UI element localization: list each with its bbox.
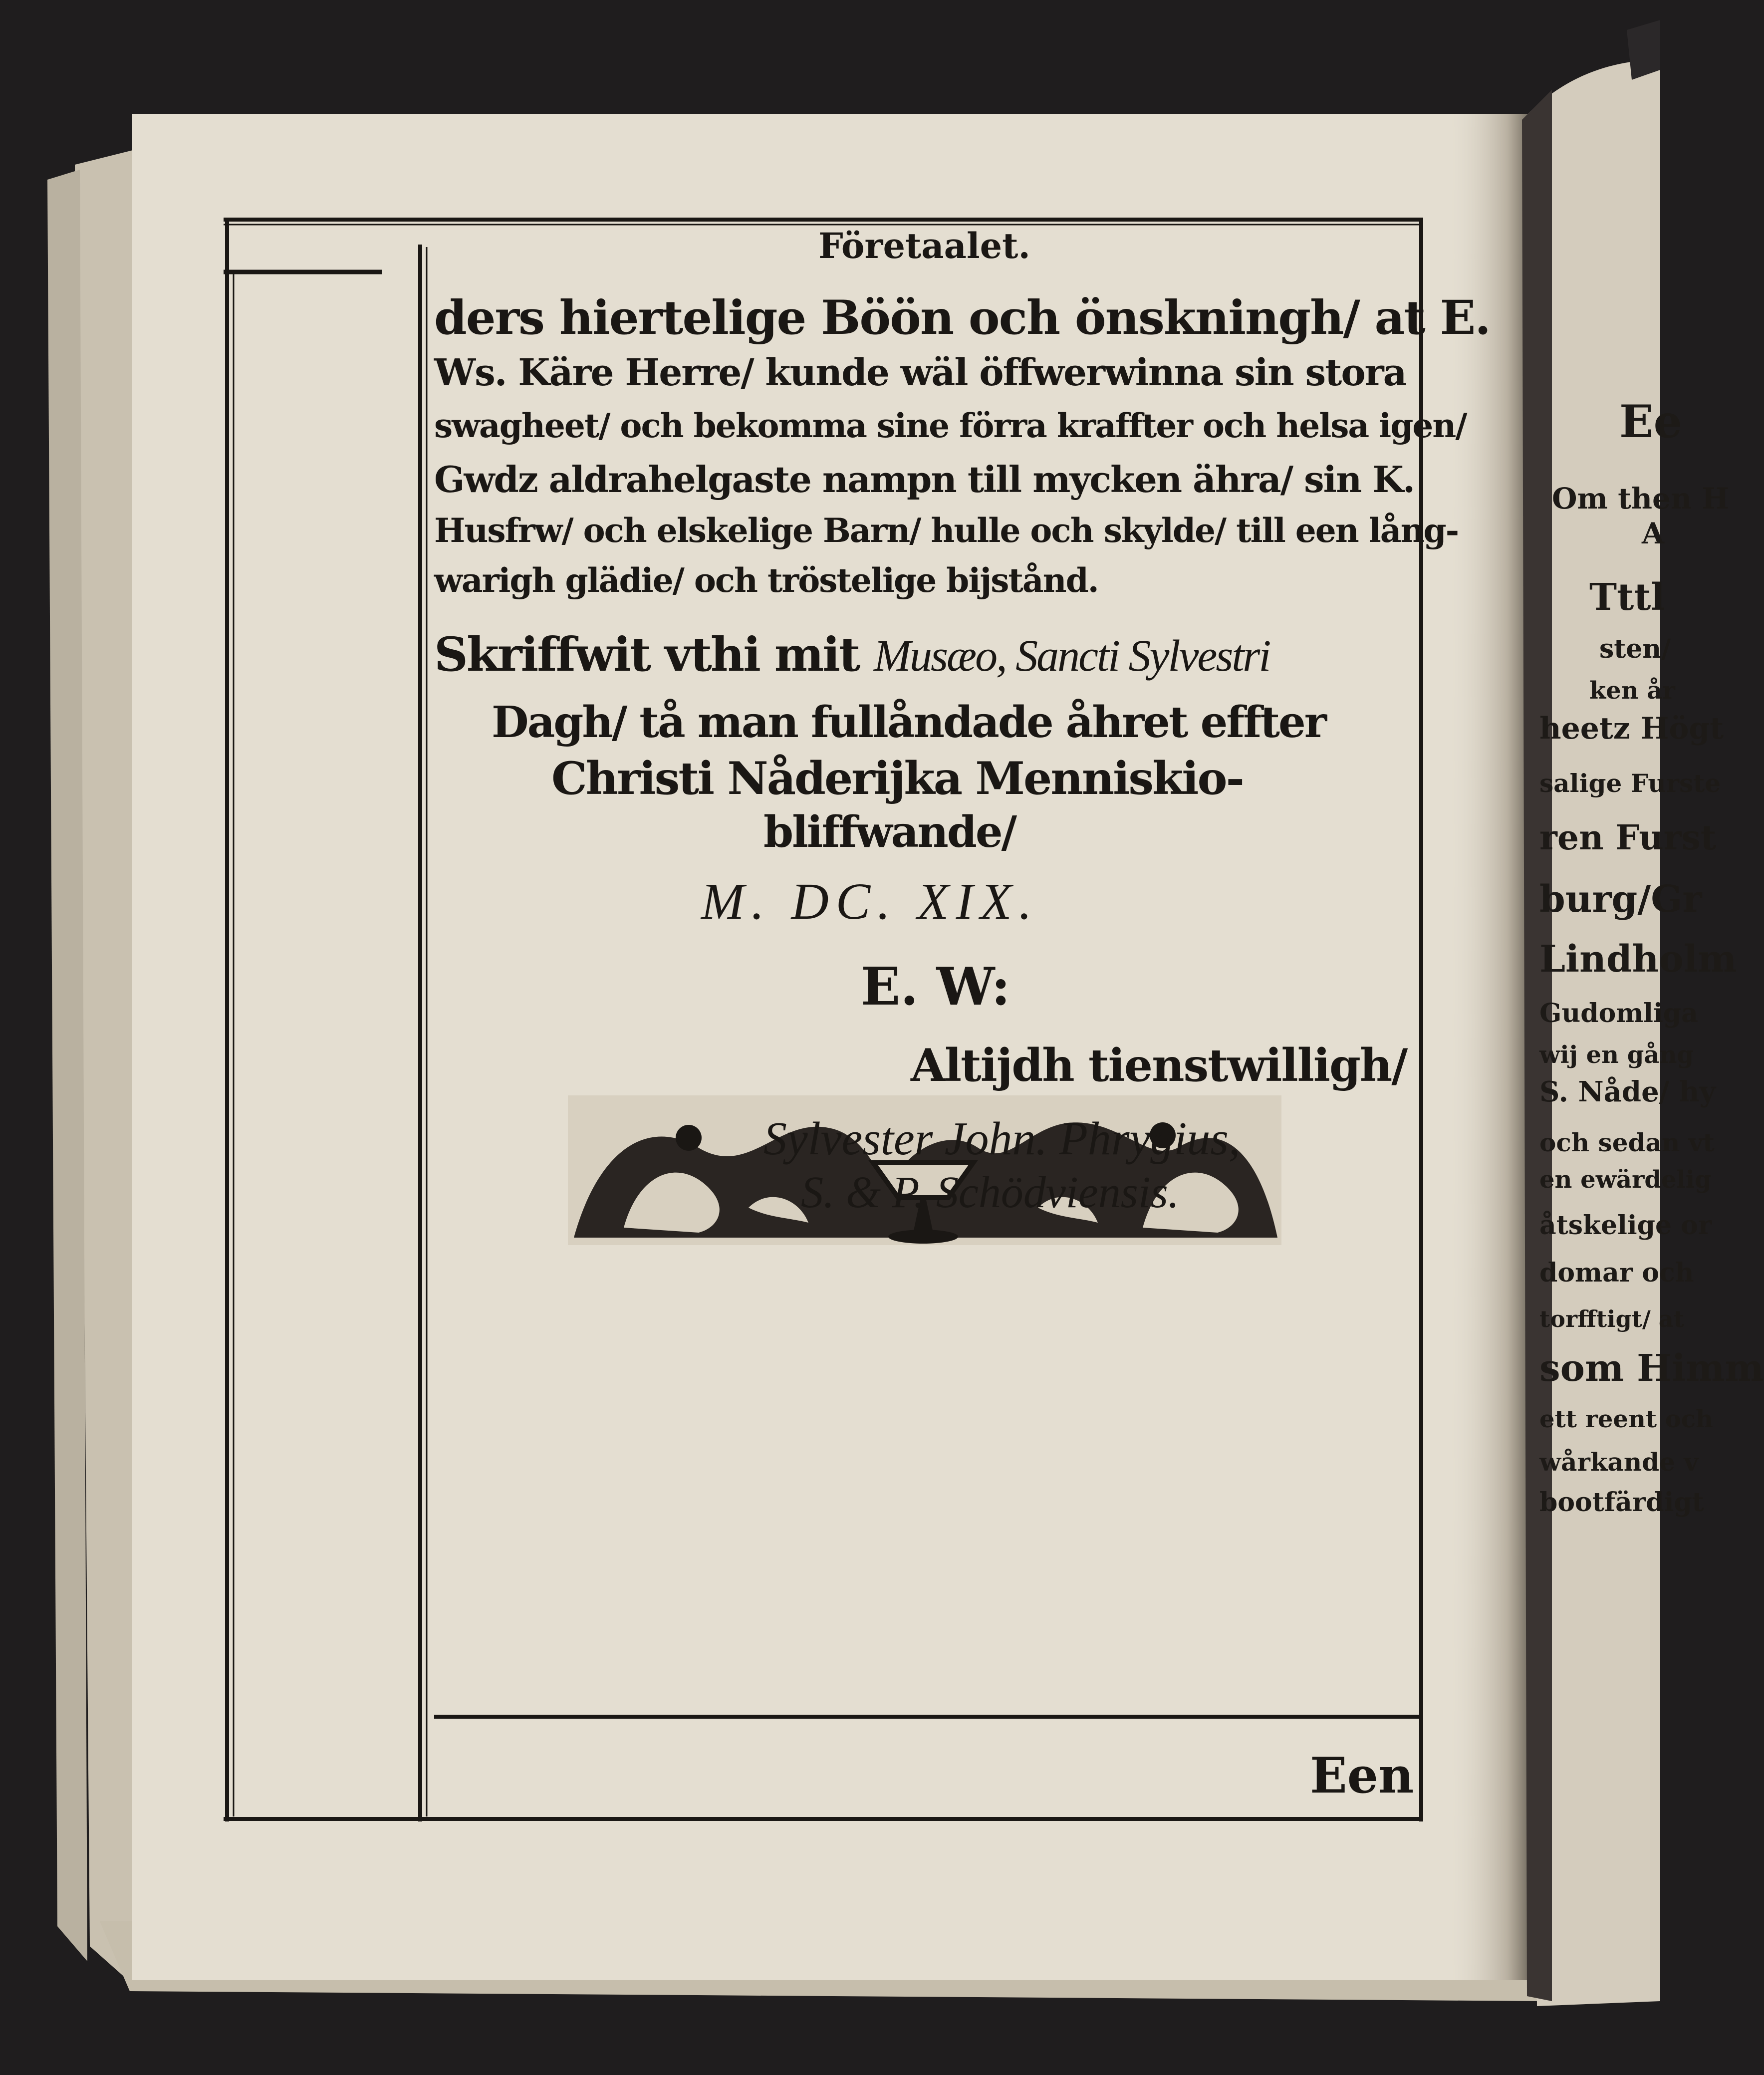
dating-prefix: Skriffwit vthi mit <box>434 627 859 682</box>
adjacent-line-10: Lindholm <box>1539 938 1737 981</box>
adjacent-line-4: sten/ <box>1599 634 1671 664</box>
catchword: Een <box>1310 1747 1414 1805</box>
body-line-4: Gwdz aldrahelgaste nampn till mycken ähra/ sin K. <box>434 458 1415 501</box>
adjacent-line-14: och sedan vt <box>1539 1128 1715 1157</box>
dating-line-4: bliffwande/ <box>763 807 1016 857</box>
adjacent-line-21: wårkande v <box>1539 1447 1699 1477</box>
running-header: Företaalet. <box>818 225 1030 266</box>
adjacent-line-12: wij en gång <box>1539 1041 1694 1069</box>
body-line-1: ders hiertelige Böön och önskningh/ at E. <box>434 290 1490 345</box>
dating-year: M. DC. XIX. <box>701 873 1039 930</box>
adjacent-line-7: salige Furste <box>1539 769 1721 798</box>
adjacent-line-2: A <box>1642 517 1665 550</box>
adjacent-line-8: ren Furst <box>1539 818 1717 858</box>
adjacent-line-19: som Himm <box>1539 1347 1764 1390</box>
signature-line-1: Sylvester John. Phrygius, <box>763 1113 1241 1165</box>
adjacent-line-3: Tttl <box>1589 576 1665 619</box>
adjacent-line-6: heetz Högt <box>1539 711 1724 746</box>
body-line-3: swagheet/ och bekomma sine förra kraffter och helsa igen/ <box>434 406 1467 445</box>
body-line-6: warigh glädie/ och tröstelige bijstånd. <box>434 561 1098 600</box>
closing-line: Altijdh tienstwilligh/ <box>911 1039 1407 1092</box>
dating-line-1 <box>434 627 1270 682</box>
salutation: E. W: <box>861 956 1010 1017</box>
signature-line-2: S. & P. Schödviensis. <box>801 1168 1180 1217</box>
adjacent-line-15: en ewärdelig <box>1539 1166 1712 1194</box>
adjacent-top-letter: Ee <box>1619 395 1682 448</box>
body-line-5: Husfrw/ och elskelige Barn/ hulle och skylde/ till een lång- <box>434 511 1459 550</box>
body-line-2: Ws. Käre Herre/ kunde wäl öffwerwinna sin stora <box>434 351 1406 394</box>
adjacent-line-11: Gudomliga <box>1539 998 1698 1029</box>
adjacent-line-13: S. Nåde/ hy <box>1539 1075 1716 1108</box>
dating-line-3: Christi Nåderijka Menniskio- <box>551 752 1243 805</box>
dating-latin: Musæo, Sancti Sylvestri <box>874 631 1270 681</box>
adjacent-line-5: ken år <box>1589 677 1675 705</box>
adjacent-line-16: åtskelige or <box>1539 1210 1712 1241</box>
adjacent-line-17: domar och <box>1539 1258 1694 1288</box>
adjacent-line-20: ett reent och <box>1539 1405 1713 1433</box>
dating-line-2: Dagh/ tå man fullåndade åhret effter <box>492 697 1326 748</box>
adjacent-line-22: bootfärdigt <box>1539 1487 1704 1518</box>
adjacent-line-18: torfftigt/ at <box>1539 1305 1684 1332</box>
adjacent-line-9: burg/Gr <box>1539 878 1702 921</box>
adjacent-line-1: Om then H <box>1552 482 1730 516</box>
